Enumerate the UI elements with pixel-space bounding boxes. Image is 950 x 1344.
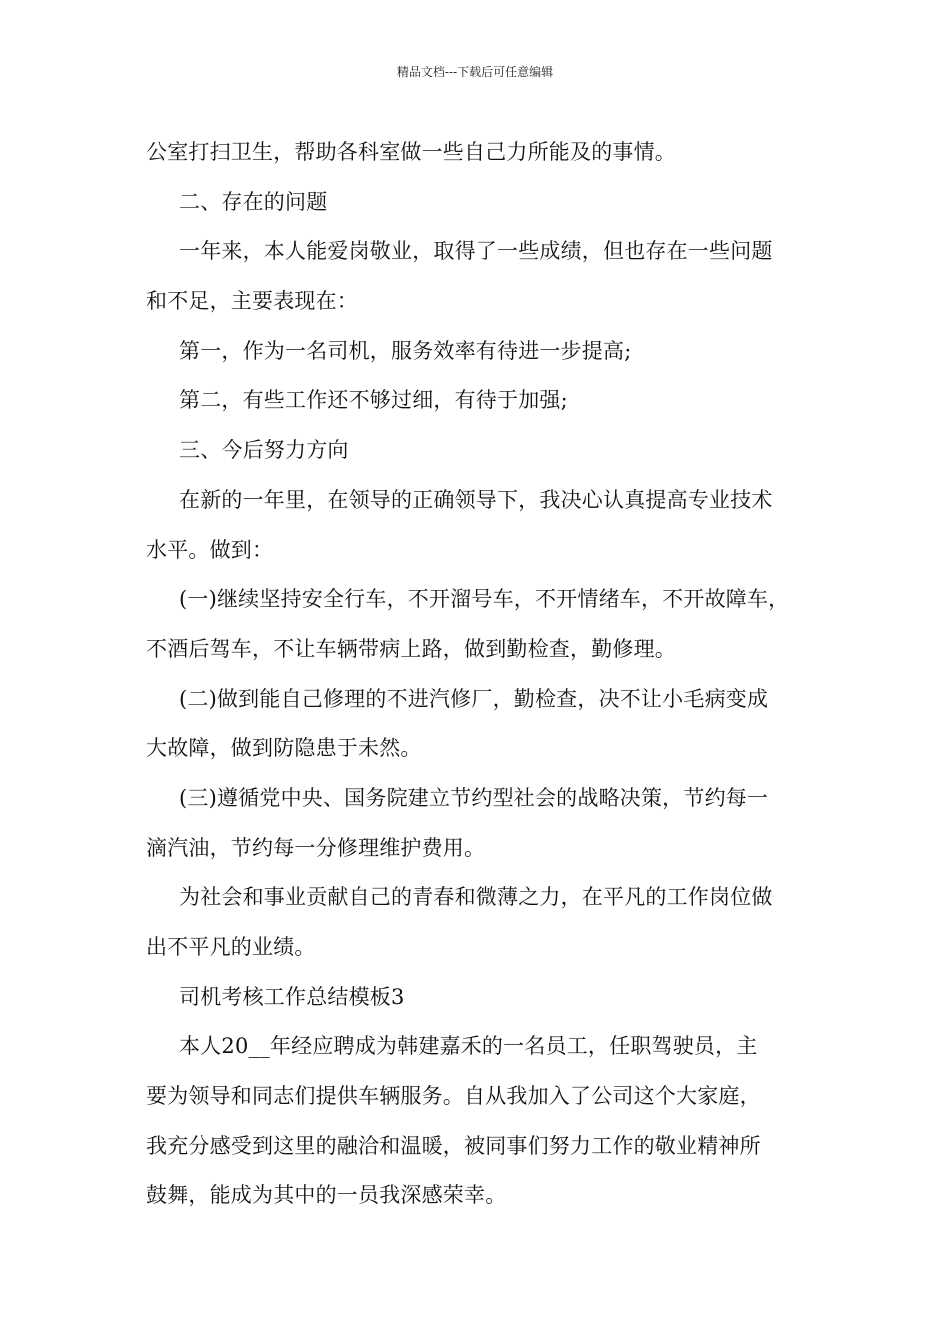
text-line: 本人20__年经应聘成为韩建嘉禾的一名员工，任职驾驶员，主 <box>179 1034 758 1059</box>
text-line: 三、今后努力方向 <box>179 438 349 463</box>
text-line: (二)做到能自己修理的不进汽修厂，勤检查，决不让小毛病变成 <box>179 686 769 711</box>
text-line: 二、存在的问题 <box>179 189 328 214</box>
text-line: 出不平凡的业绩。 <box>146 935 316 959</box>
text-line: 一年来，本人能爱岗敬业，取得了一些成绩，但也存在一些问题 <box>179 239 773 264</box>
text-line: (三)遵循党中央、国务院建立节约型社会的战略决策，节约每一 <box>179 785 769 810</box>
text-line: 水平。做到： <box>146 537 274 562</box>
text-line: 公室打扫卫生，帮助各科室做一些自己力所能及的事情。 <box>146 140 676 164</box>
text-line: 大故障，做到防隐患于未然。 <box>146 736 422 761</box>
text-line: 要为领导和同志们提供车辆服务。自从我加入了公司这个大家庭， <box>146 1084 761 1109</box>
text-line: 鼓舞，能成为其中的一员我深感荣幸。 <box>146 1183 507 1208</box>
text-line: 第二，有些工作还不够过细，有待于加强; <box>179 388 568 413</box>
text-line: 滴汽油，节约每一分修理维护费用。 <box>146 835 486 860</box>
text-line: (一)继续坚持安全行车，不开溜号车，不开情绪车，不开故障车， <box>179 587 790 612</box>
page-header: 精品文档---下载后可任意编辑 <box>396 65 554 79</box>
text-line: 司机考核工作总结模板3 <box>179 984 405 1009</box>
text-line: 在新的一年里，在领导的正确领导下，我决心认真提高专业技术 <box>179 487 773 512</box>
text-line: 为社会和事业贡献自己的青春和微薄之力，在平凡的工作岗位做 <box>179 885 773 910</box>
text-line: 不酒后驾车，不让车辆带病上路，做到勤检查，勤修理。 <box>146 636 676 661</box>
text-line: 和不足，主要表现在： <box>146 289 358 314</box>
text-line: 我充分感受到这里的融洽和温暖，被同事们努力工作的敬业精神所 <box>146 1133 761 1158</box>
text-line: 第一，作为一名司机，服务效率有待进一步提高; <box>179 338 632 363</box>
document-body <box>146 128 810 1221</box>
